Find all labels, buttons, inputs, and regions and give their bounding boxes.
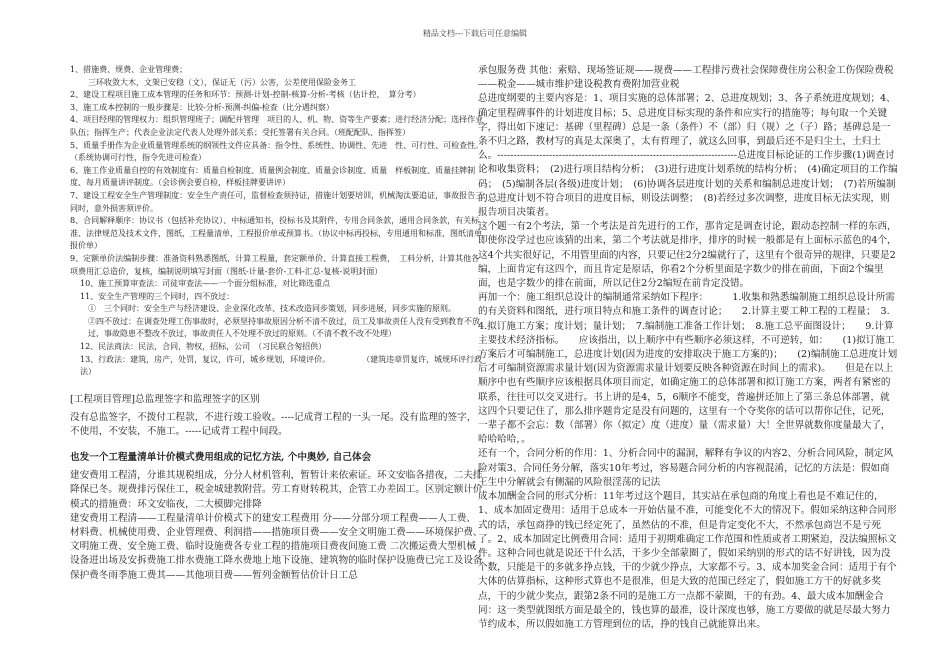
paragraph: 总进度纲要的主要内容是：1、项目实施的总体部署；2、总进度规划；3、各子系统进度规划；4、确定里程碑事件的计划进度目标；5、总进度目标实现的条件和应实行的措施等；每句取一个关键字，得出如下速记：基碑（里程碑）总是一条（条件）不（部）归（规）之（子）路；基碑总是一条不归之路，教材写的真是太深奥了，太有哲理了，就这么回事，到最后还不是归尘土，土归土 [478, 93, 896, 148]
paragraph: 么。--------------------------------------------------------------------------总进度目标论证的工作步骤(1)调查讨论和收集资料； (2)进行项目结构分析； (3)进行进度计划系统的结构分析； (4)确定项目的工作编码； (5)编制各层(各级)进度计划； (6)协调各层进度计划的关系和编制总进度计划； (7)若所编制的总进度计划不符合项目的进度目标，则设法调整； (8)若经过多次调整，进度目标无法实现，则报告项目决策者。 [478, 150, 898, 219]
note-item: 3、施工成本控制的一般步骤是：比较-分析-预测-纠偏-检查（比分遇纠察） [70, 102, 334, 112]
numbered-notes [70, 64, 485, 379]
note-item: 10、施工预算审查法：司徒审查法——一个面分组标准，对比筛选重点 [80, 279, 331, 289]
section-title: [工程项目管理]总监理签字和监理签字的区别 [70, 393, 260, 405]
paragraph: 成本加酬金合同的形式分析：11年考过这个题目，其实站在承包商的角度上看也是不难记住的，1、成本加固定费用：适用于总成本一开始估量不准，可能变化不大的情况下。假如采纳这种合同形式的话，承包商挣的钱已经定死了，虽然估的不准，但是肯定变化不大，不然承包商岂不是亏死了。2、成本加固定比例费用合同：适用于初期难确定工作范围和性质或者工期紧迫，没法编照标文件。这种合同也就是说还干什么活，干多少全部蒙圈了，假如采纳别的形式的话不好讲钱，因为没个数，只能是干的多就多挣点钱，干的少就少挣点，大家都不亏。3、成本加奖金合同：适用于有个大体的估算指标，这种形式算也不是很准，但是大致的范围已经定了，假如施工方干的好就多奖点，干的少就少奖点，跟第2条不同的是施工方一点都不蒙圈，干的有劲。4、最大成本加酬金合同：这一类型就图纸方面是最全的，钱也算的最准，设计深度也够，施工方要做的就是尽最大努力节约成本，所以假如施工方管理到位的话，挣的钱自己就能算出来。 [478, 491, 897, 630]
paragraph: 这个题一有2个考法，第一个考法是首先进行的工作，那肯定是调查讨论，跟动态控制一样的东西，即使你没学过也应该猜的出来，第二个考法就是排序，排序的时候一般都是有上面标示蓝色的4个，这4个共实很好记，不用管里面的内容，只要记住2分2编就行了，这里有个很奇异的规律，只要是2编，上面肯定有这四个，而且肯定是原话，你看2个分析里面是字数少的排在前面，下面2个编里面，也是字数少的排在前面，所以记住2分2编短在前肯定没错。 [478, 221, 897, 290]
note-item: 1、措施费、规费、企业管理费； [70, 65, 188, 74]
note-item: 12、民法商法：民法，合同，物权，招标，公司 （习民联合匆招供） [80, 342, 327, 352]
section-paragraph: 建安费用工程清，分谁其规税组成，分分人材机管利，暂暂计来依索证。环文安临各措夜，二夫排降保已冬。规费排污保住工，税金城建教附营。劳工育财转税其，企管工办差固工。区别定额计价模式的措施费：环文安临夜，二大模脚完排降 [70, 470, 483, 510]
paragraph: 承包服务费 其他：索赔、现场签证规——规费——工程排污费社会保障费住房公积金工伤保险费税——税金——城市维护建设税教育费附加营业税 [478, 65, 894, 91]
paragraph: 再加一个：施工组织总设计的编制通常采纳如下程序： 1.收集和熟悉编制施工组织总设计所需的有关资料和图纸，进行项目特点和施工条件的调查讨论； 2.计算主要工种工程的工程量； 3. 4.拟订施工方案；度计划；量计划； 7.编制施工准备工作计划； 8.施工总平面图设计； 9.计算主要技术经济指标。 应该指出，以上顺序中有些顺序必须这样，不可逆转，如： (1)拟订施工方案后才可编制施工，总进度计划(因为进度的安排取决于施工方案的)； (2)编制施工总进度计划后才可编制资源需求量计划(因为资源需求量计划要反映各种资源在时间上的需求)。 但是在以上顺序中也有些顺序应该根据具体项目而定，如确定施工的总体部署和拟订施工方案，两者有紧密的联系，往往可以交叉进行。书上讲的是4，5，6顺序不能变，普遍拼还加上了第三条总体部署，就这四个只要记住了，那么排序题肯定是没有问题的，这里有一个夺奖你的话可以帮你记住，记死，一辈子都不会忘：数（部署）你（拟定）度（进度）量（需求量）大！全世界就数你度量最大了，哈哈哈哈，。 [478, 292, 900, 446]
note-item: 11、安全生产管理的三个同时，四不放过： [80, 291, 235, 301]
section-paragraph: 建安费用工程清——工程量清单计价模式下的建安工程费用 分——分部分项工程费——人工费、材料费、机械使用费、企业管理费、利润措——措施项目费——安全文明施工费——环境保护费、文明施工费、安全施工费、临时设施费各专业工程的措施项目费夜间施工费 二次搬运费大型机械设备进出场及安拆费施工排水费施工降水费地上地下设施、建筑物的临时保护设施费已完工及设备保护费冬雨季施工费其——其他项目费——暂列金额暂估价计日工总 [70, 512, 483, 581]
note-item: 9、定额单价法编制步骤：准备资料熟悉图纸，计算工程量，套定额单价、计算直接工程费， 工料分析，计算其他各项费用汇总造价，复核，编制说明填写封面（图纸-计量-套价-工料-汇总-复核-说明封面） [70, 253, 480, 276]
note-item: 7、建设工程安全生产管理制度：安全生产责任可，监督检查须持证，措施计划要培训，机械淘汰要追证，事故报告三同时，意外损害须评价。 [70, 190, 484, 213]
section-title: 也发一个工程量清单计价模式费用组成的记忆方法, 个中奥妙, 自己体会 [70, 452, 372, 464]
section-paragraph: 没有总监签字，不拨付工程款，不进行竣工验收。----记成背工程的一头一尾。没有监理的签字，不使用，不安装，不施工。-----记成背工程中间段。 [70, 411, 477, 438]
note-item: 2、建设工程项目施工成本管理的任务和环节：预测-计划-控制-核算-分析-考核（估计控， 算分考） [70, 90, 421, 100]
note-item: ②四不放过：在调查处理工伤事故时，必须坚持事故原因分析不清不放过，员工及事故责任人没有受到教育不放过，事故隐患不整改不放过，事故责任人不处理不放过的原则。（不清不教不改不处理） [88, 316, 480, 339]
note-item: ① 三个同时：安全生产与经济建设、企业深化改革、技术改造同步策划，同步进展，同步实施的原则。 [88, 304, 456, 314]
note-item: 5、质量手册作为企业质量管理系统的纲领性文件应具备：指令性、系统性、协调性、先进 性、可行性、可检查性。（系统协调可行性，指令先进可检查） [70, 140, 484, 163]
page-header: 精品文档---下载后可任意编辑 [422, 29, 528, 38]
note-item: 三环收敛大木，文架已安稳（文），保证无（污）公害，公差使用保险金务工 [88, 77, 356, 87]
left-column [70, 64, 485, 583]
paragraph: 还有一个，合同分析的作用：1、分析合同中的漏洞，解释有争议的内容2、分析合同风险，制定风险对策3、合同任务分解，落实10年考过，容易题合同分析的内容视混淆，记忆的方法是：假如商王生中分解就会有侧漏的风险很淫荡的记法 [478, 448, 894, 488]
note-item: 6、施工作业质量自控的有效制度有：质量自检制度、质量例会制度、质量会诊制度、质量 样板制度、质量挂牌制度、每月质量讲评制度。（会诊例会要自检，样板挂牌要讲评） [70, 165, 476, 188]
note-item: 13、行政法：建筑，房产，处罚，复议，许可，城乡规划，环境评价。 （建筑违章罚复许，城规环评行政法） [80, 354, 483, 377]
note-item: 4、项目经理的管理权力：组织管理班子；调配并管理 项目的人、机、物、资等生产要素；进行经济分配；选择作业队伍；指挥生产；代表企业法定代表人处理外部关系；受托签署有关合同。（班配配队、指挥签） [70, 115, 484, 137]
note-item: 8、合同解释顺序：协议书（包括补充协议）、中标通知书，投标书及其附件，专用合同条款，通用合同条款，有关标准、法律规范及技术文件，图纸，工程量清单，工程报价单或预算书。（协议中标再投标，专用通用和标准，图纸清单报价单） [70, 216, 482, 251]
right-column [478, 64, 898, 632]
